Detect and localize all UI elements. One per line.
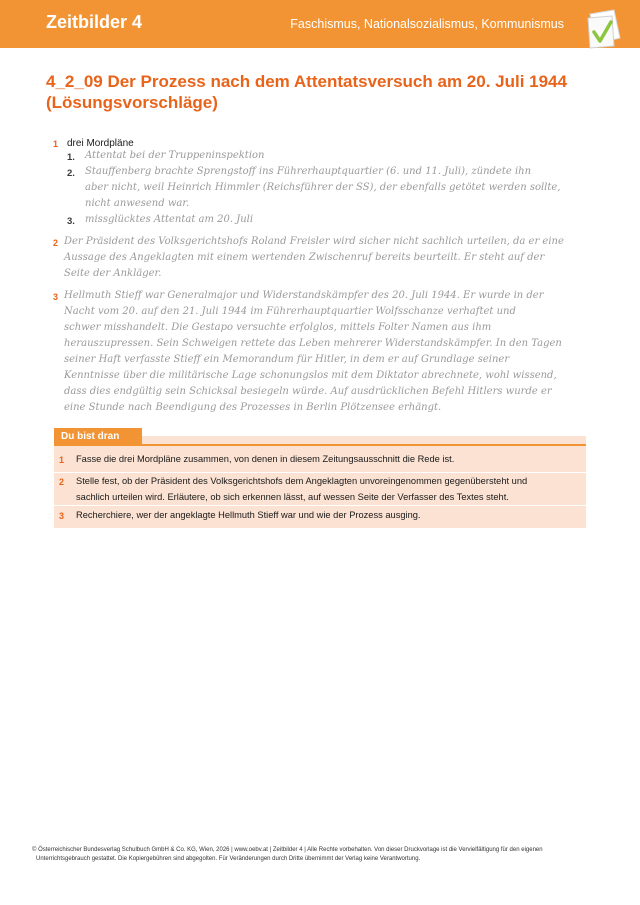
handwritten-answer (64, 288, 562, 416)
footer-line: © Österreichischer Bundesverlag Schulbuch GmbH & Co. KG, Wien, 2026 | www.oebv.at | Zeitbilder 4 | Alle Rechte vorbehalten. Von dieser Druckvorlage ist die Vervielfältigung für den eigenen (32, 847, 543, 853)
answer-number: 3 (53, 292, 59, 302)
answer-line: Hellmuth Stieff war Generalmajor und Widerstandskämpfer des 20. Juli 1944. Er wurde in der (64, 290, 544, 301)
answer-line: Nacht vom 20. auf den 21. Juli 1944 im Führerhauptquartier Wolfsschanze verhaftet und (64, 306, 516, 317)
answer-line: missglücktes Attentat am 20. Juli (85, 214, 254, 225)
footer-line: Unterrichtsgebrauch gestattet. Die Kopiergebühren sind abgegolten. Für Veränderungen durch Dritte übernimmt der Verlag keine Verantwortung. (36, 856, 421, 862)
task-number: 2 (59, 477, 65, 487)
sub-item-number: 1. (67, 152, 75, 163)
sub-item-number: 2. (67, 168, 75, 179)
page-title-line2: (Lösungsvorschläge) (46, 93, 218, 112)
task-divider (54, 505, 586, 506)
answer-line: eine Stunde nach Beendigung des Prozesses in Berlin Plötzensee erhängt. (64, 402, 442, 413)
task-text (76, 451, 454, 467)
handwritten-answer (85, 164, 560, 212)
task-number: 1 (59, 455, 65, 465)
answer-line: seiner Haft verfasste Stieff ein Memorandum für Hitler, in dem er auf Grundlage seiner (64, 354, 510, 365)
sub-item-number: 3. (67, 216, 75, 227)
handwritten-answer (64, 234, 564, 282)
answer-line: aber nicht, weil Heinrich Himmler (Reichsführer der SS), der ebenfalls getötet werden sollte, (85, 182, 561, 193)
page-title-line1: 4_2_09 Der Prozess nach dem Attentatsversuch am 20. Juli 1944 (46, 72, 567, 91)
task-line: Stelle fest, ob der Präsident des Volksgerichtshofs dem Angeklagten unvoreingenommen gegenübersteht und (76, 476, 528, 486)
answer-line: Stauffenberg brachte Sprengstoff ins Führerhauptquartier (6. und 11. Juli), zündete ihn (85, 166, 532, 177)
handwritten-answer (85, 212, 253, 228)
task-line: Recherchiere, wer der angeklagte Hellmuth Stieff war und wie der Prozess ausging. (76, 510, 421, 520)
task-line: Fasse die drei Mordpläne zusammen, von denen in diesem Zeitungsausschnitt die Rede ist. (76, 454, 455, 464)
answer-line: Seite der Ankläger. (64, 268, 162, 279)
answer-number: 1 (53, 139, 59, 149)
brand-title: Zeitbilder 4 (46, 12, 143, 32)
answer-heading: drei Mordpläne (67, 138, 134, 149)
answer-line: Attentat bei der Truppeninspektion (85, 150, 265, 161)
handwritten-answer (85, 148, 264, 164)
task-line: sachlich urteilen wird. Erläutere, ob sich erkennen lässt, auf wessen Seite der Verfasser des Textes steht. (76, 492, 509, 502)
task-number: 3 (59, 511, 65, 521)
copyright-footer (32, 846, 592, 864)
answer-number: 2 (53, 238, 59, 248)
answer-line: dass dies endgültig sein Schicksal besiegeln würde. Auf ausdrücklichen Befehl Hitlers wurde er (64, 386, 552, 397)
page-title (46, 71, 606, 113)
document-check-icon (584, 8, 624, 52)
answer-line: schwer misshandelt. Die Gestapo versuchte erfolglos, mittels Folter Namen aus ihm (64, 322, 492, 333)
answer-line: nicht anwesend war. (85, 198, 190, 209)
answer-line: Der Präsident des Volksgerichtshofs Roland Freisler wird sicher nicht sachlich urteilen, da er eine (64, 236, 564, 247)
task-box-label: Du bist dran (54, 428, 142, 445)
answer-line: herauszupressen. Sein Schweigen rettete das Leben mehrerer Widerstandskämpfer. In den Tagen (64, 338, 562, 349)
task-text (76, 473, 527, 505)
task-text (76, 507, 421, 523)
subject-title: Faschismus, Nationalsozialismus, Kommunismus (290, 17, 564, 31)
header-bar (0, 0, 640, 48)
answer-line: Aussage des Angeklagten mit einem wertenden Zwischenruf bereits beurteilt. Er steht auf der (64, 252, 545, 263)
answer-line: Kenntnisse über die militärische Lage schonungslos mit dem Diktator abrechnete, wohl wissend, (64, 370, 557, 381)
